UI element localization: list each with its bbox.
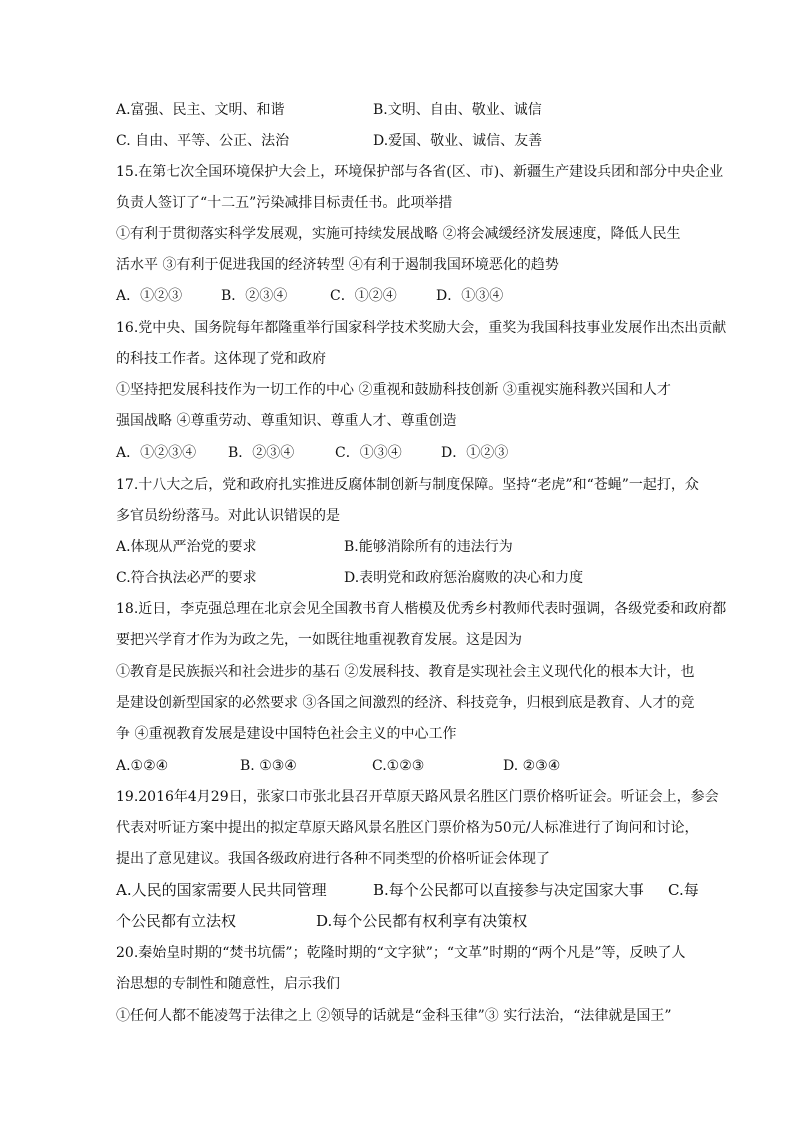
q18-item-line-2: 是建设创新型国家的必然要求 ③各国之间激烈的经济、科技竞争，归根到底是教育、人才的竞	[116, 695, 695, 711]
q17-stem-line-1: 17.十八大之后，党和政府扎实推进反腐体制创新与制度保障。坚持“老虎”和“苍蝇”一起打，众	[116, 477, 699, 493]
q18-item-line-3: 争 ④重视教育发展是建设中国特色社会主义的中心工作	[116, 726, 457, 742]
q16-option-b: B．②③④	[228, 445, 295, 461]
q15-option-b: B．②③④	[221, 288, 288, 304]
q14-option-a: A.富强、民主、文明、和谐	[116, 102, 285, 118]
q20-stem-line-2: 治思想的专制性和随意性，启示我们	[116, 976, 340, 992]
q19-option-d: D.每个公民都有权利享有决策权	[316, 912, 528, 930]
q19-option-c-end: 个公民都有立法权	[116, 912, 237, 930]
q16-stem-line-1: 16.党中央、国务院每年都隆重举行国家科学技术奖励大会，重奖为我国科技事业发展作出杰出贡献	[116, 320, 727, 336]
q18-stem-line-1: 18.近日，李克强总理在北京会见全国教书育人楷模及优秀乡村教师代表时强调，各级党委和政府都	[116, 601, 727, 617]
q18-option-c: C.①②③	[372, 758, 425, 774]
q14-option-d: D.爱国、敬业、诚信、友善	[373, 133, 543, 149]
q15-stem-line-2: 负责人签订了“十二五”污染减排目标责任书。此项举措	[116, 195, 453, 211]
q19-stem-line-2: 代表对听证方案中提出的拟定草原天路风景名胜区门票价格为50元/人标准进行了询问和讨论，	[116, 820, 699, 836]
q19-option-a: A.人民的国家需要人民共同管理	[116, 881, 327, 899]
q18-item-line-1: ①教育是民族振兴和社会进步的基石 ②发展科技、教育是实现社会主义现代化的根本大计，也	[116, 664, 695, 680]
q19-stem-line-1: 19.2016年4月29日，张家口市张北县召开草原天路风景名胜区门票价格听证会。听证会上，参会	[116, 789, 719, 805]
q19-option-b: B.每个公民都可以直接参与决定国家大事	[373, 881, 644, 899]
q16-option-c: C．①③④	[335, 445, 402, 461]
q17-option-a: A.体现从严治党的要求	[116, 539, 257, 555]
q19-option-c-start: C.每	[668, 881, 699, 899]
q15-option-a: A．①②③	[116, 288, 183, 304]
q18-option-a: A.①②④	[116, 758, 169, 774]
q14-option-c: C. 自由、平等、公正、法治	[116, 133, 290, 149]
q15-option-c: C．①②④	[330, 288, 397, 304]
q19-stem-line-3: 提出了意见建议。我国各级政府进行各种不同类型的价格听证会体现了	[116, 851, 550, 867]
q16-item-line-1: ①坚持把发展科技作为一切工作的中心 ②重视和鼓励科技创新 ③重视实施科教兴国和人才	[116, 382, 671, 398]
q15-option-d: D．①③④	[436, 288, 504, 304]
q20-item-line-1: ①任何人都不能凌驾于法律之上 ②领导的话就是“金科玉律”③ 实行法治，“法律就是国王”	[116, 1008, 672, 1024]
q16-option-a: A．①②③④	[116, 445, 197, 461]
q15-item-line-2: 活水平 ③有利于促进我国的经济转型 ④有利于遏制我国环境恶化的趋势	[116, 257, 559, 273]
q15-item-line-1: ①有利于贯彻落实科学发展观，实施可持续发展战略 ②将会减缓经济发展速度，降低人民生	[116, 226, 681, 242]
q17-option-b: B.能够消除所有的违法行为	[344, 539, 513, 555]
q20-stem-line-1: 20.秦始皇时期的“焚书坑儒”；乾隆时期的“文字狱”；“文革”时期的“两个凡是”等，反映了人	[116, 945, 686, 961]
q18-option-d: D. ②③④	[503, 758, 561, 774]
q14-option-b: B.文明、自由、敬业、诚信	[373, 102, 542, 118]
q18-stem-line-2: 要把兴学育才作为为政之先，一如既往地重视教育发展。这是因为	[116, 632, 522, 648]
q16-stem-line-2: 的科技工作者。这体现了党和政府	[116, 351, 326, 367]
q17-stem-line-2: 多官员纷纷落马。对此认识错误的是	[116, 508, 340, 524]
q17-option-d: D.表明党和政府惩治腐败的决心和力度	[344, 570, 584, 586]
q16-item-line-2: 强国战略 ④尊重劳动、尊重知识、尊重人才、尊重创造	[116, 413, 457, 429]
q16-option-d: D．①②③	[441, 445, 509, 461]
q17-option-c: C.符合执法必严的要求	[116, 570, 257, 586]
q15-stem-line-1: 15.在第七次全国环境保护大会上，环境保护部与各省(区、市)、新疆生产建设兵团和部分中央企业	[116, 164, 724, 180]
q18-option-b: B. ①③④	[240, 758, 297, 774]
